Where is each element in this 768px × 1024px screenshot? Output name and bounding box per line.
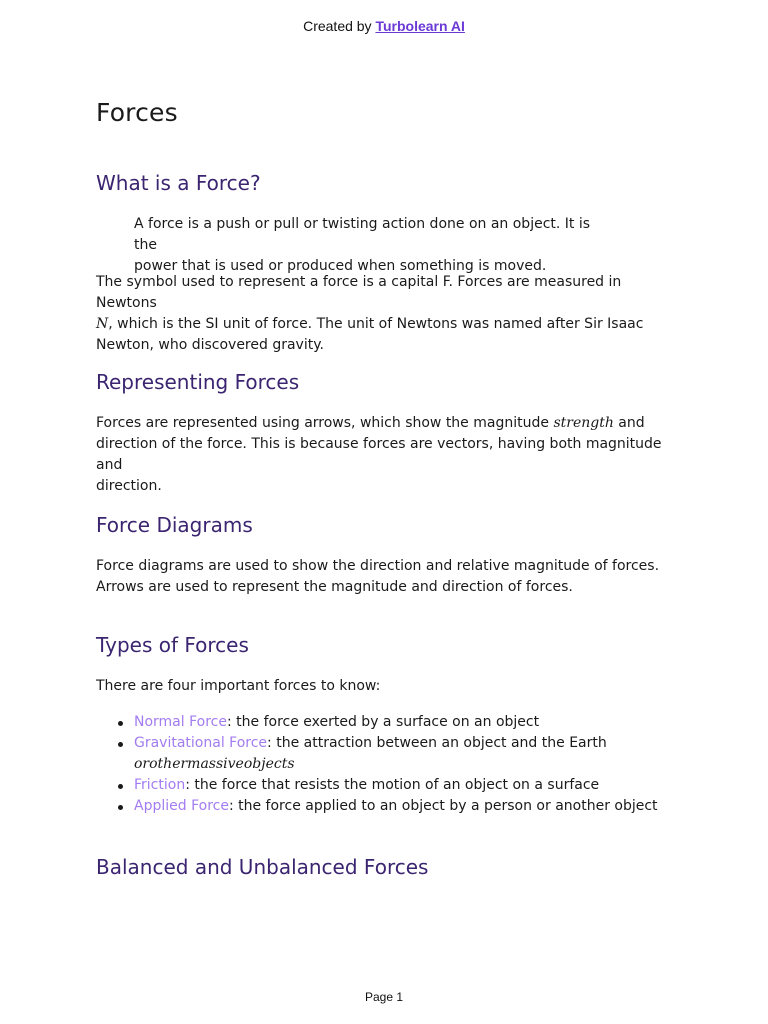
- item-extra-math: orothermassiveobjects: [134, 756, 295, 772]
- rep-line-2: direction of the force. This is because forces are vectors, having both magnitude and: [96, 436, 662, 473]
- types-intro: There are four important forces to know:: [96, 678, 381, 694]
- quote-line-2: power that is used or produced when something is moved.: [134, 258, 547, 274]
- heading-types-of-forces: Types of Forces: [96, 633, 249, 657]
- heading-representing-forces: Representing Forces: [96, 370, 300, 394]
- para-line-2: , which is the SI unit of force. The unit of Newtons was named after Sir Isaac: [108, 316, 644, 332]
- heading-balanced-forces: Balanced and Unbalanced Forces: [96, 855, 429, 879]
- list-item: [134, 775, 694, 796]
- turbolearn-link[interactable]: Turbolearn AI: [375, 18, 465, 34]
- term-gravitational-force: Gravitational Force: [134, 735, 268, 751]
- definition-quote: [134, 214, 614, 277]
- quote-line-1: A force is a push or pull or twisting action done on an object. It is the: [134, 216, 591, 253]
- item-desc: : the force that resists the motion of an object on a surface: [185, 777, 600, 793]
- diag-line-2: Arrows are used to represent the magnitude and direction of forces.: [96, 579, 573, 595]
- rep-line-3: direction.: [96, 478, 162, 494]
- newton-symbol: N: [96, 316, 109, 332]
- item-desc: : the force exerted by a surface on an object: [226, 714, 540, 730]
- rep-line-1-post: and: [613, 415, 645, 431]
- term-applied-force: Applied Force: [134, 798, 229, 814]
- heading-force-diagrams: Force Diagrams: [96, 513, 253, 537]
- force-types-list: [96, 712, 694, 817]
- page-number: Page 1: [364, 990, 404, 1004]
- page-title: Forces: [96, 98, 178, 127]
- term-friction: Friction: [134, 777, 186, 793]
- list-item: [134, 712, 694, 733]
- representing-paragraph: [96, 413, 676, 497]
- para-line-3: Newton, who discovered gravity.: [96, 337, 324, 353]
- item-desc: : the force applied to an object by a person or another object: [228, 798, 658, 814]
- diagrams-paragraph: [96, 556, 676, 598]
- diag-line-1: Force diagrams are used to show the direction and relative magnitude of forces.: [96, 558, 660, 574]
- credit-prefix: Created by: [303, 18, 372, 34]
- list-item: [134, 796, 694, 817]
- item-desc: : the attraction between an object and the Earth: [267, 735, 607, 751]
- list-item: [134, 733, 694, 775]
- credit-line: [0, 18, 768, 34]
- rep-line-1-pre: Forces are represented using arrows, which show the magnitude: [96, 415, 554, 431]
- heading-what-is-force: What is a Force?: [96, 171, 261, 195]
- term-normal-force: Normal Force: [134, 714, 227, 730]
- para-line-1: The symbol used to represent a force is a capital F. Forces are measured in Newtons: [96, 274, 622, 311]
- force-symbol-paragraph: [96, 272, 676, 356]
- strength-math: strength: [553, 415, 614, 431]
